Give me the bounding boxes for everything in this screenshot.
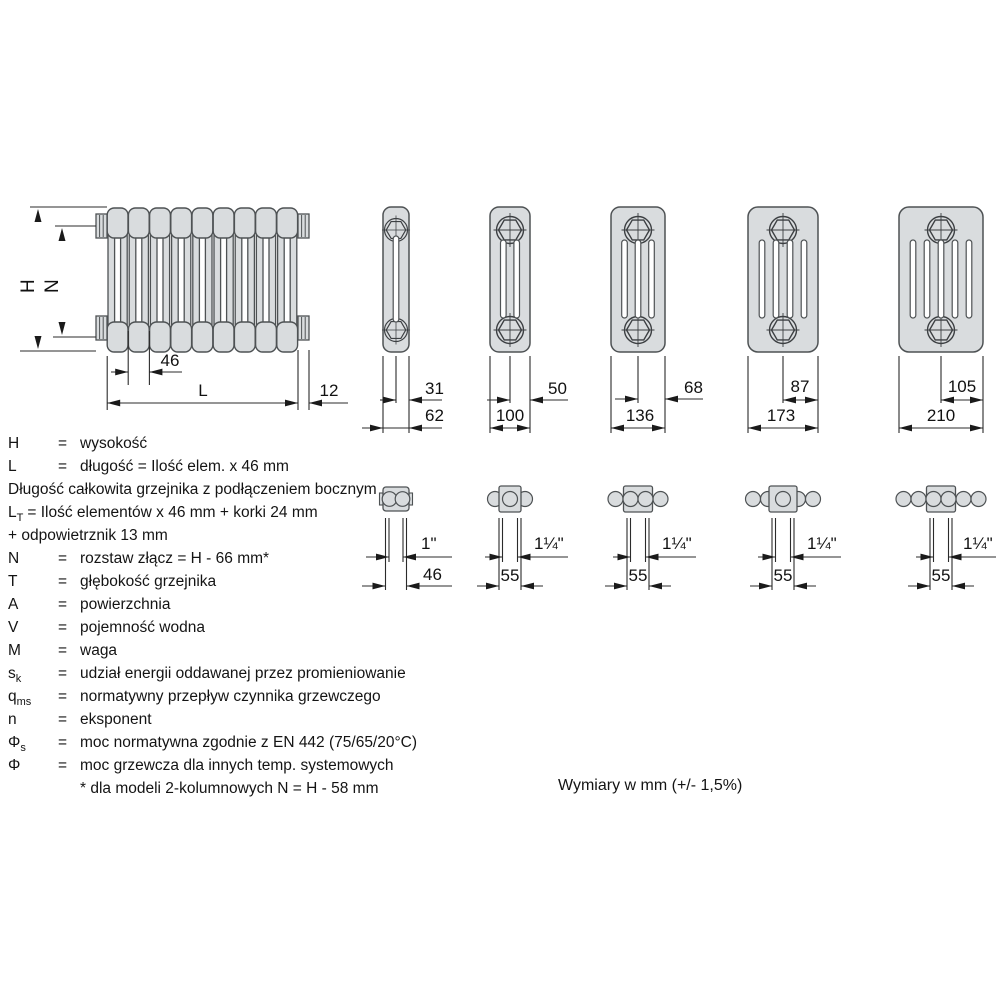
legend-row-air-vent: + odpowietrznik 13 mm [8, 527, 168, 544]
legend-row-total-length: Długość całkowita grzejnika z podłączeniem bocznym [8, 481, 377, 498]
label-thread: 1¼" [963, 534, 993, 553]
label-thread: 1¼" [534, 534, 564, 553]
dimension-length-L [107, 350, 298, 410]
label-46: 46 [160, 351, 180, 370]
legend-row-N: N = rozstaw złącz = H - 66 mm* [8, 550, 270, 567]
label-L: L [198, 381, 208, 400]
radiator-front-view [96, 208, 309, 352]
label-100: 100 [495, 406, 525, 425]
label-thread: 1¼" [807, 534, 837, 553]
label-210: 210 [926, 406, 956, 425]
legend-row-qms: $q_{ms}$ = normatywny przepływ czynnika grzewczego [8, 688, 381, 709]
label-50: 50 [548, 379, 567, 398]
legend-row-A: A = powierzchnia [8, 596, 171, 613]
dimensions-tolerance-note: Wymiary w mm (+/- 1,5%) [558, 777, 743, 794]
legend-row-n: n = eksponent [8, 711, 152, 728]
symbol-legend [8, 432, 478, 800]
label-N: N [42, 279, 63, 293]
legend-row-M: M = waga [8, 642, 118, 659]
label-68: 68 [684, 378, 703, 397]
legend-row-phi: Φ = moc grzewcza dla innych temp. systemowych [8, 757, 394, 774]
legend-row-LT: $L_T$ = Ilość elementów x 46 mm + korki 24 mm [8, 504, 318, 525]
legend-row-phi-s: $\Phi_s$ = moc normatywna zgodnie z EN 442 (75/65/20°C) [8, 734, 418, 755]
fitting-4col [605, 486, 696, 590]
cross-section-5col [748, 207, 818, 433]
label-pitch-55: 55 [500, 566, 520, 585]
label-thread: 1¼" [662, 534, 692, 553]
label-pitch-55: 55 [931, 566, 951, 585]
label-pitch-55: 55 [628, 566, 648, 585]
cross-section-3col [487, 207, 568, 433]
fitting-6col [896, 486, 996, 590]
cross-section-2col [362, 207, 444, 433]
cross-section-6col [899, 207, 983, 433]
legend-row-V: V = pojemność wodna [8, 619, 205, 636]
label-31: 31 [425, 379, 444, 398]
label-62: 62 [425, 406, 444, 425]
label-pitch-46: 46 [423, 565, 442, 584]
legend-row-footnote-2col: * dla modeli 2-kolumnowych N = H - 58 mm [80, 780, 379, 797]
fitting-5col [746, 486, 842, 590]
label-105: 105 [947, 377, 977, 396]
dimension-plug-12 [309, 350, 348, 410]
label-H: H [18, 279, 39, 293]
legend-row-sk: $s_k$ = udział energii oddawanej przez promieniowanie [8, 665, 406, 686]
legend-row-H: H = wysokość [8, 435, 148, 452]
label-136: 136 [625, 406, 655, 425]
label-173: 173 [766, 406, 796, 425]
label-12: 12 [319, 381, 339, 400]
legend-row-T: T = głębokość grzejnika [8, 573, 217, 590]
legend-row-L: L = długość = Ilość elem. x 46 mm [8, 458, 289, 475]
label-thread-1in: 1" [421, 534, 437, 553]
label-87: 87 [790, 377, 810, 396]
cross-section-4col [611, 207, 703, 433]
label-pitch-55: 55 [773, 566, 793, 585]
fitting-3col [477, 486, 568, 590]
